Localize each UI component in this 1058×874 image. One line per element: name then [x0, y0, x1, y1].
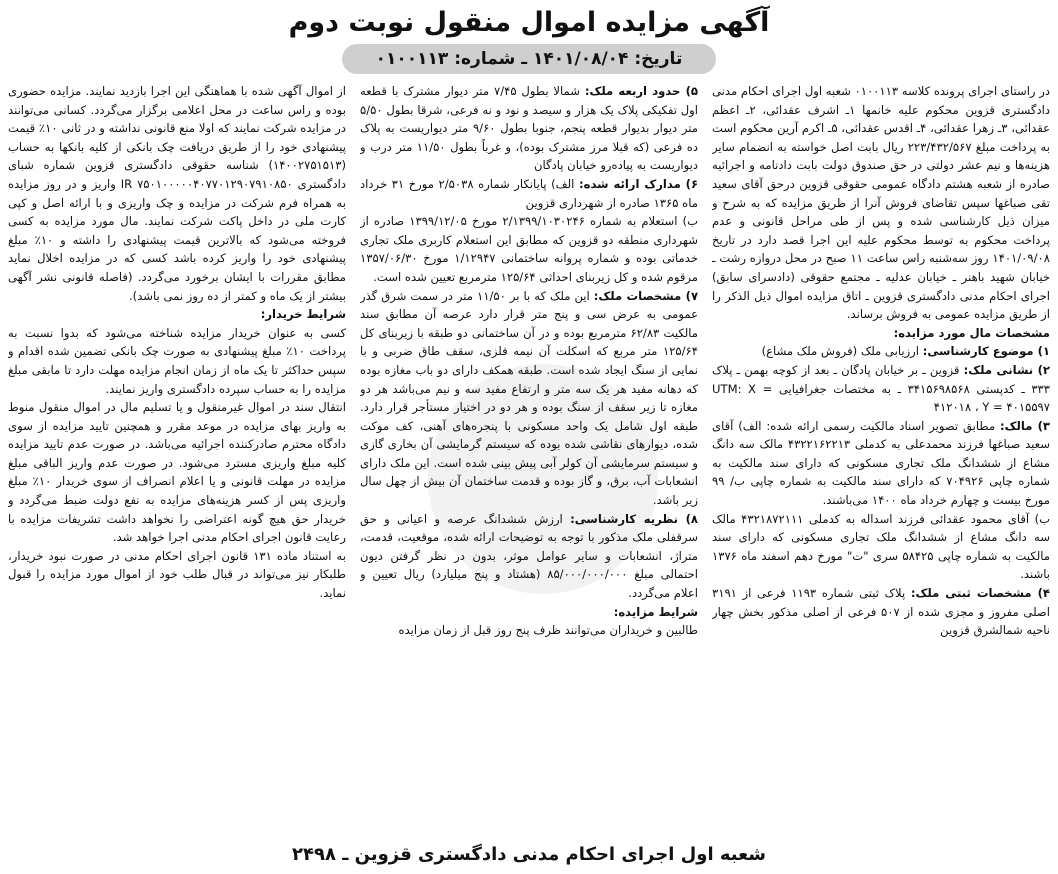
item-1	[712, 342, 1050, 361]
item-4	[712, 584, 1050, 640]
article-131: به استناد ماده ۱۳۱ قانون اجرای احکام مدنی در صورت نبود خریدار، طلبکار نیز می‌تواند در قبال طلب خود از اموال مورد مزایده را قبول نماید.	[8, 548, 346, 601]
notice-page	[8, 4, 1050, 870]
item-4-text: پلاک ثبتی شماره ۱۱۹۳ فرعی از ۳۱۹۱ اصلی مفروز و مجزی شده از ۵۰۷ فرعی از اصلی مذکور بخش چهار ناحیه شمالشرق قزوین	[712, 586, 1050, 638]
transfer-conditions: انتقال سند در اموال غیرمنقول و یا تسلیم مال در اموال منقول منوط به واریز بهای مزایده در موعد مقرر و همچنین تایید مزایده از سوی دادگاه محترم صادرکننده اجرائیه می‌باشد. در صورت عدم تایید مزایده کلیه مبلغ واریزی مسترد می‌شود. در صورت عدم واریز الباقی مبلغ مزایده در مهلت قانونی و یا اعلام انصراف از سوی خریدار ۱۰٪ مبلغ واریزی پس از کسر هزینه‌های مزایده به نفع دولت ضبط می‌گردد و خریدار حق هیچ گونه اعتراضی را نخواهد داشت تشریفات مزایده با رعایت قانون اجرای احکام مدنی اجرا خواهد شد.	[8, 400, 346, 545]
item-2-label: ۲) نشانی ملک:	[963, 362, 1050, 377]
item-1-label: ۱) موضوع کارشناسی:	[922, 344, 1050, 359]
item-5	[360, 82, 698, 175]
issuer-footer: شعبه اول اجرای احکام مدنی دادگستری قزوین ـ ۲۴۹۸	[291, 844, 767, 865]
item-7-label: ۷) مشخصات ملک:	[593, 288, 698, 303]
terms-text: طالبین و خریداران می‌توانند ظرف پنج روز قبل از زمان مزایده	[398, 623, 698, 638]
item-6-label: ۶) مدارک ارائه شده:	[578, 176, 698, 191]
column-left	[8, 82, 346, 837]
item-2-text: قزوین ـ بر خیابان پادگان ـ بعد از کوچه بهمن ـ پلاک ۳۳۳ ـ کدپستی ۳۴۱۵۶۹۸۵۶۸ ـ به مختصات جغرافیایی UTM: X = ۴۱۲۰۱۸ ، Y = ۴۰۱۵۵۹۷	[712, 362, 1050, 415]
item-2	[712, 361, 1050, 417]
notice-date-number: تاریخ: ۱۴۰۱/۰۸/۰۴ ـ شماره: ۰۱۰۰۱۱۳	[342, 44, 717, 74]
notice-columns	[8, 82, 1050, 837]
item-1-text: ارزیابی ملک (فروش ملک مشاع)	[761, 344, 919, 359]
item-6b: ب) استعلام به شماره ۲/۱۳۹۹/۱۰۳۰۲۴۶ مورخ ۱۳۹۹/۱۲/۰۵ صادره از شهرداری منطقه دو قزوین که مطابق این استعلام کاربری ملک تجاری خدماتی بوده و شماره پروانه ساختمانی ۱/۱۲۹۴۷ مورخ ۱۳۵۷/۰۶/۳۰ مرقوم شده و کل زیربنای احداثی ۱۲۵/۶۴ مترمربع تعیین شده است.	[360, 214, 698, 284]
item-4-label: ۴) مشخصات ثبتی ملک:	[910, 586, 1050, 601]
item-6-text: الف) پایانکار شماره ۲/۵۰۳۸ مورخ ۳۱ خرداد ماه ۱۳۶۵ صادره از شهرداری قزوین	[360, 176, 698, 210]
item-5-text: شمالا بطول ۷/۴۵ متر دیوار مشترک با قطعه اول تفکیکی پلاک یک هزار و سیصد و نود و نه فرعی، شرقا بطول ۵/۵۰ متر دیوار بدیوار قطعه پنجم، جنوبا بطول ۹/۶۰ متر دیواریست به پلاک ده فرعی (که قبلا مرز مشترک بوده)، و غرباً بطول ۱۱/۵۰ متر درب و دیواریست به پیاده‌رو خیابان پادگان	[360, 84, 698, 173]
terms-continued: از اموال آگهی شده با هماهنگی این اجرا بازدید نمایند. مزایده حضوری بوده و راس ساعت در محل اعلامی برگزار می‌گردد. کسانی می‌توانند در مزایده شرکت نمایند که اولا منع قانونی نداشته و در ثانی ۱۰٪ قیمت پیشنهادی خود را از طریق دریافت چک بانکی از کلیه بانکها به حساب (۱۴۰۰۲۷۵۱۵۱۳) شناسه حقوقی دادگستری قزوین شماره شبای دادگستری IR ۷۵۰۱۰۰۰۰۰۴۰۷۷۰۱۲۹۰۷۹۱۰۸۵۰ واریز و در روز مزایده به همراه فرم شرکت در مزایده و چک واریزی و با ارائه اصل و کپی کارت ملی در داخل پاکت شرکت نمایند. مال مورد مزایده به کسی فروخته می‌شود که بالاترین قیمت پیشنهادی را داشته و ۱۰٪ مبلغ پیشنهادی خود را واریز کرده باشد کسی که در مزایده اخلال نماید مطابق مقررات با ایشان برخورد می‌گردد. (فاصله قانونی نشر آگهی بیشتر از یک ماه و کمتر از ده روز نمی باشد).	[8, 84, 346, 303]
notice-title: آگهی مزایده اموال منقول نوبت دوم	[288, 7, 770, 38]
buyer-conditions: کسی به عنوان خریدار مزایده شناخته می‌شود که بدوا نسبت به پرداخت ۱۰٪ مبلغ پیشنهادی به صورت چک بانکی تضمین شده اقدام و سپس حداکثر تا یک ماه از زمان انجام مزایده مهلت دارد تا مابقی مبلغ مزایده را به حساب سپرده دادگستری واریز نمایند.	[8, 325, 346, 396]
item-7-text: این ملک که با بر ۱۱/۵۰ متر در سمت شرق گذر عمومی به عرض سی و پنج متر قرار دارد عرصه آن مطابق سند مالکیت ۶۲/۸۳ مترمربع بوده و در آن ساختمانی دو طبقه با زیربنای کل ۱۲۵/۶۴ متر مربع که اسکلت آن نیمه فلزی، سقف طاق ضربی و با نمایی از سنگ ایجاد شده است. طبقه همکف دارای دو باب مغازه بوده که دهانه مفید هر یک سه متر و ارتفاع مفید سه و نیم می‌باشد هر دو مغازه تا زیر سقف از سنگ بوده و هر دو در اختیار مستأجر قرار دارد. طبقه اول شامل یک واحد مسکونی با پنجره‌های آهنی، کف موکت شده، دیوارهای نقاشی شده بوده که سیستم گرمایشی آن بخاری گازی و سیستم سرمایشی آن کولر آبی پیش بینی شده است. این ملک دارای انشعابات آب، برق، و گاز بوده و قدمت ساختمان آن بیش از چهل سال زیر باشد.	[360, 288, 698, 508]
buyer-heading: شرایط خریدار:	[260, 307, 346, 322]
item-8-text: ارزش ششدانگ عرصه و اعیانی و حق سرقفلی ملک مذکور با توجه به توضیحات ارائه شده، موقعیت، قدمت، متراژ، انشعابات و سایر عوامل موثر، بدون در نظر گرفتن دیون احتمالی مبلغ ۸۵/۰۰۰/۰۰۰/۰۰۰ (هشتاد و پنج میلیارد) ریال تعیین و اعلام می‌گردد.	[360, 511, 698, 601]
item-3-label: ۳) مالک:	[1000, 418, 1050, 433]
specs-heading: مشخصات مال مورد مزایده:	[893, 325, 1050, 340]
item-3	[712, 417, 1050, 510]
column-middle	[360, 82, 698, 837]
item-8	[360, 510, 698, 603]
item-8-label: ۸) نظریه کارشناسی:	[570, 511, 698, 526]
item-7	[360, 287, 698, 510]
column-right	[712, 82, 1050, 837]
item-3b: ب) آقای محمود عقدائی فرزند اسداله به کدملی ۴۳۲۱۸۷۲۱۱۱ مالک سه دانگ مشاع از ششدانگ ملک تجاری مسکونی که دارای سند مالکیت به شماره چاپی ۵۸۴۲۵ سری "ت" مورخ دهم اسفند ماه ۱۳۷۶ باشند.	[712, 511, 1050, 582]
item-3-text: مطابق تصویر اسناد مالکیت رسمی ارائه شده: الف) آقای سعید صباغها فرزند محمدعلی به کدملی ۴۳۲۲۱۶۲۲۱۳ مالک سه دانگ مشاع از ششدانگ ملک تجاری مسکونی که دارای سند مالکیت به شماره چاپی ۷۰۴۹۲۶ که دارای سند مالکیت به شماره چاپی ب/ ۹۹ مورخ بیست و چهارم خرداد ماه ۱۴۰۰ می‌باشند.	[712, 418, 1050, 508]
intro-paragraph: در راستای اجرای پرونده کلاسه ۰۱۰۰۱۱۳ شعبه اول اجرای احکام مدنی دادگستری قزوین محکوم علیه خانمها ۱ـ اشرف عقدائی، ۲ـ اعظم عقدائی، ۳ـ زهرا عقدائی، ۴ـ اقدس عقدائی، ۵ـ اکرم آرین محکوم است به پرداخت مبلغ ۲۲۳/۴۳۲/۵۶۷ ریال بابت اصل خواسته به انضمام سایر هزینه‌ها و نیم عشر دولتی در حق صندوق دولت بابت دادنامه و اجرائیه صادره از شعبه هشتم دادگاه عمومی حقوقی قزوین درحق آقای سعید تقی صباغها سپس تقاضای فروش آنرا از طریق مزایده که به شرح و میزان ذیل کارشناسی شده و پس از طی مراحل قانونی و عدم پرداخت محکوم به توسط محکوم علیه این اجرا قصد دارد در تاریخ ۱۴۰۱/۰۹/۰۸ روز سه‌شنبه راس ساعت ۱۱ صبح در محل دروازه رشت ـ خیابان شهید باهنر ـ خیابان عدلیه ـ مجتمع حقوقی (دادسرای سابق) اجرای احکام مدنی دادگستری قزوین ـ اتاق مزایده اموال ذیل الذکر را از طریق مزایده عمومی به فروش برساند.	[712, 84, 1050, 322]
terms-heading: شرایط مزایده:	[613, 604, 698, 619]
item-6	[360, 175, 698, 212]
item-5-label: ۵) حدود اربعه ملک:	[584, 84, 698, 98]
